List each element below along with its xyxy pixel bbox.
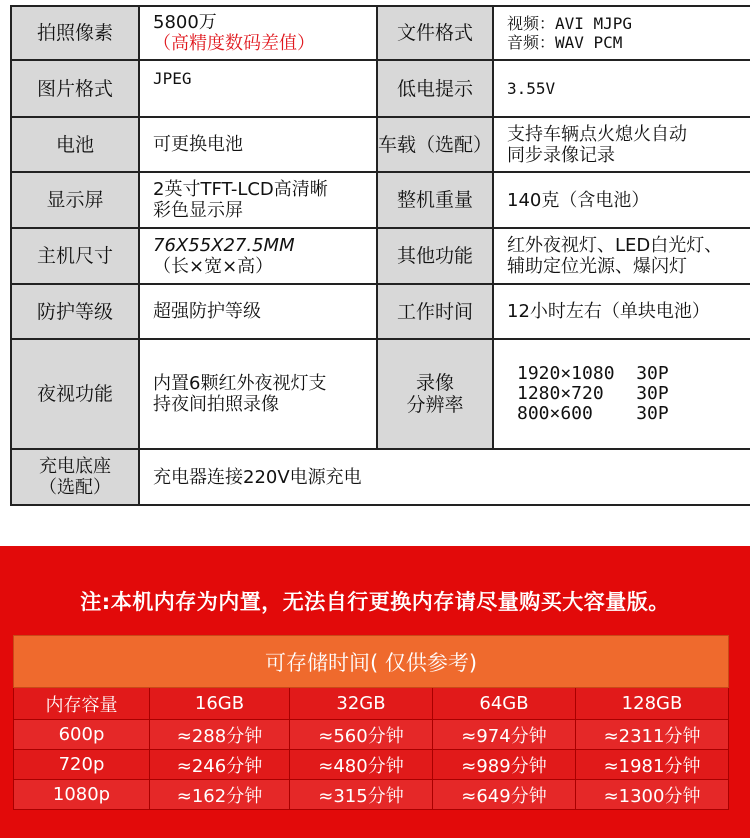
spec-value [493,228,750,284]
resolution-item: 800×600 30P [517,403,669,424]
spec-label: 显示屏 [11,172,139,228]
table-cell: ≈246分钟 [150,750,290,780]
spec-value-line: 红外夜视灯、LED白光灯、 [507,235,723,256]
table-cell: ≈288分钟 [150,720,290,750]
spec-label: 整机重量 [377,172,493,228]
spec-label: 工作时间 [377,284,493,339]
spec-label: 防护等级 [11,284,139,339]
spec-value-line: 内置6颗红外夜视灯支 [153,373,327,394]
spec-label: 图片格式 [11,60,139,117]
table-cell: ≈560分钟 [290,720,433,750]
spec-label: 电池 [11,117,139,172]
spec-row [11,60,750,117]
spec-row [11,6,750,60]
spec-row [11,284,750,339]
spec-label-line: 分辨率 [406,394,464,416]
spec-value [493,117,750,172]
spec-value: 3.55V [493,60,750,117]
spec-label: 夜视功能 [11,339,139,449]
spec-label [11,449,139,505]
table-cell: ≈1981分钟 [576,750,729,780]
spec-value-line: 同步录像记录 [507,144,615,166]
table-cell: ≈974分钟 [433,720,576,750]
spec-label-line: （选配） [39,477,111,498]
spec-value-line: 支持车辆点火熄火自动 [507,123,687,145]
table-row [14,750,729,780]
spec-table [10,5,750,506]
spec-value: 12小时左右（单块电池） [493,284,750,339]
spec-value-line: 视频：AVI MJPG [507,14,633,33]
spec-value [139,6,377,60]
spec-label: 车载（选配） [377,117,493,172]
spec-value: 可更换电池 [139,117,377,172]
storage-table [13,635,729,810]
table-cell: ≈480分钟 [290,750,433,780]
spec-value-line: 2英寸TFT-LCD高清晰 [153,179,328,200]
table-row [14,780,729,810]
spec-label: 拍照像素 [11,6,139,60]
table-cell: ≈649分钟 [433,780,576,810]
memory-note: 注:本机内存为内置，无法自行更换内存请尽量购买大容量版。 [80,590,670,614]
storage-header-cell: 16GB [150,688,290,720]
spec-row [11,117,750,172]
storage-title: 可存储时间( 仅供参考) [14,636,729,688]
spec-value: 充电器连接220V电源充电 [139,449,750,505]
spec-value-note: （高精度数码差值） [153,33,315,54]
spec-label [377,339,493,449]
spec-label-line: 充电底座 [39,456,111,477]
table-cell: 720p [14,750,150,780]
spec-row [11,339,750,449]
table-row [14,720,729,750]
spec-label: 其他功能 [377,228,493,284]
spec-label: 主机尺寸 [11,228,139,284]
spec-row [11,172,750,228]
resolution-item: 1280×720 30P [517,383,669,404]
spec-row [11,228,750,284]
spec-value-line: 持夜间拍照录像 [153,394,279,415]
table-cell: 600p [14,720,150,750]
table-cell: ≈2311分钟 [576,720,729,750]
table-cell: ≈1300分钟 [576,780,729,810]
storage-title-row [14,636,729,688]
spec-value: JPEG [139,60,377,117]
spec-value-line: 音频：WAV PCM [507,33,623,52]
spec-label: 低电提示 [377,60,493,117]
spec-value [139,339,377,449]
resolution-list [493,339,750,449]
table-cell: ≈162分钟 [150,780,290,810]
spec-label-line: 录像 [415,372,454,394]
spec-label: 文件格式 [377,6,493,60]
spec-row [11,449,750,505]
spec-value-line: 76X55X27.5MM [153,235,295,256]
resolution-item: 1920×1080 30P [517,363,669,384]
spec-value-line: 辅助定位光源、爆闪灯 [507,256,687,277]
spec-value: 140克（含电池） [493,172,750,228]
spec-value-line: 5800万 [153,12,217,33]
storage-header-cell: 64GB [433,688,576,720]
spec-value [139,228,377,284]
table-cell: ≈989分钟 [433,750,576,780]
table-cell: ≈315分钟 [290,780,433,810]
storage-header-row [14,688,729,720]
spec-value [493,6,750,60]
storage-panel [0,546,750,838]
storage-header-cell: 32GB [290,688,433,720]
spec-value: 超强防护等级 [139,284,377,339]
storage-header-cell: 128GB [576,688,729,720]
table-cell: 1080p [14,780,150,810]
spec-value-line: 彩色显示屏 [153,200,243,221]
spec-value [139,172,377,228]
spec-value-line: （长×宽×高） [153,256,274,277]
storage-header-cell: 内存容量 [14,688,150,720]
